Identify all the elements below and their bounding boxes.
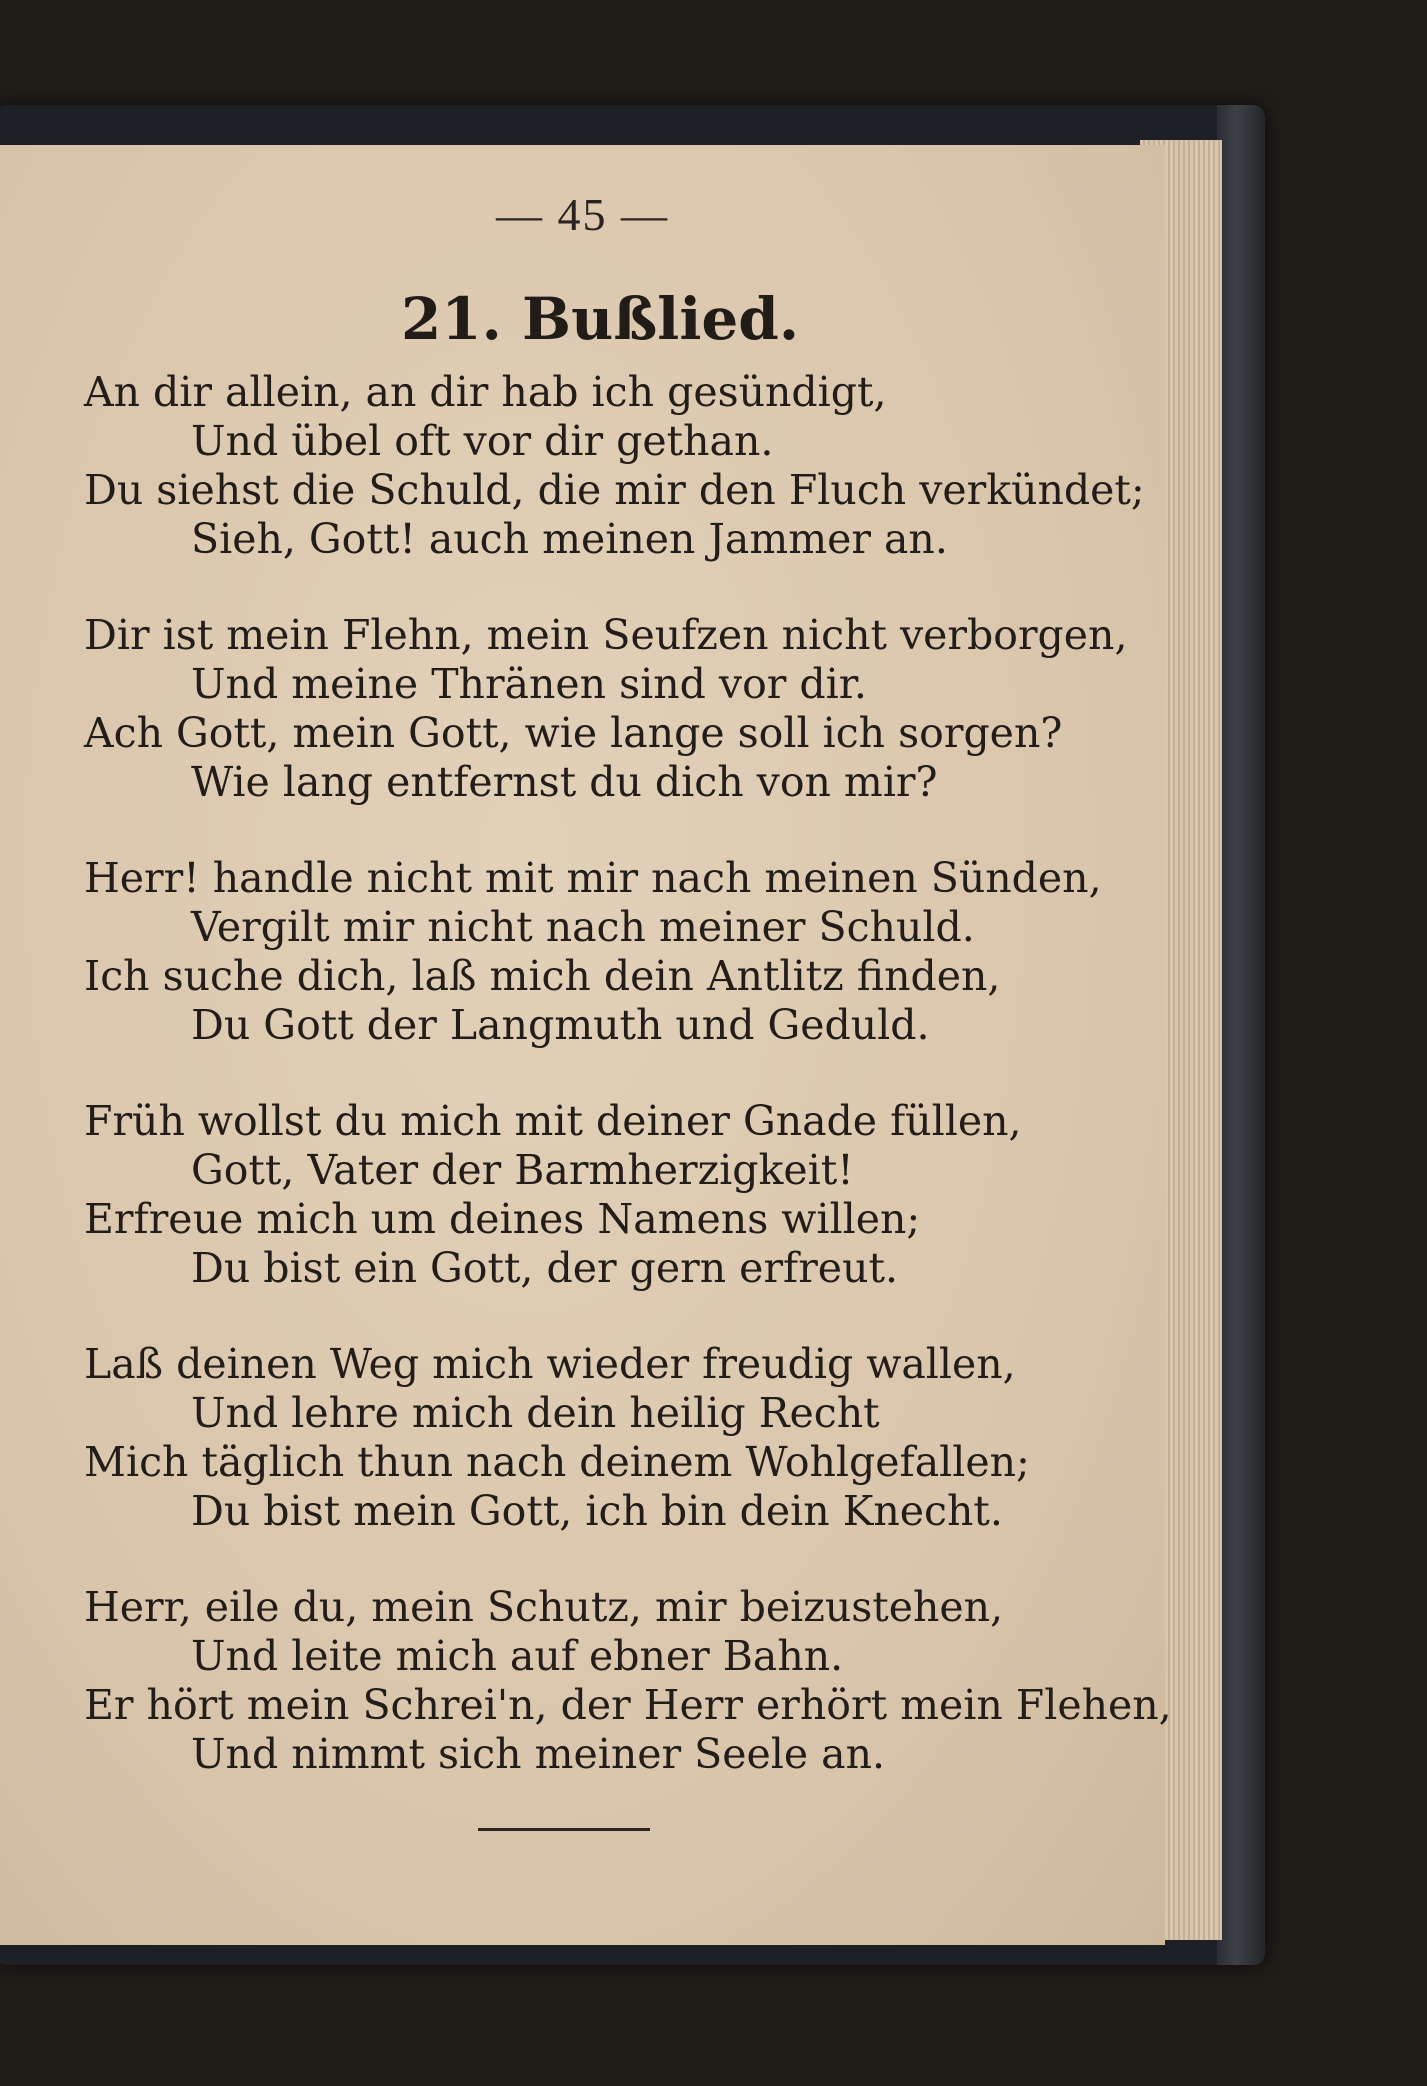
poem-line: Und nimmt sich meiner Seele an.: [191, 1730, 886, 1778]
poem-line: Und lehre mich dein heilig Recht: [191, 1389, 880, 1437]
page-number: — 45 —: [496, 189, 669, 240]
poem-line: Du Gott der Langmuth und Geduld.: [191, 1001, 930, 1049]
poem-line: Vergilt mir nicht nach meiner Schuld.: [191, 903, 975, 951]
end-rule: [478, 1828, 650, 1831]
poem-line: Du bist ein Gott, der gern erfreut.: [191, 1244, 898, 1292]
poem-line: Du bist mein Gott, ich bin dein Knecht.: [191, 1487, 1003, 1535]
stanza-4: [84, 1097, 1144, 1293]
poem-line: Und meine Thränen sind vor dir.: [191, 660, 867, 708]
poem-line: An dir allein, an dir hab ich gesündigt,: [84, 368, 887, 416]
poem-line: Sieh, Gott! auch meinen Jammer an.: [191, 515, 948, 563]
poem-line: Laß deinen Weg mich wieder freudig wallen,: [84, 1340, 1016, 1388]
stanza-2: [84, 611, 1144, 807]
poem-line: Du siehst die Schuld, die mir den Fluch verkündet;: [84, 466, 1145, 514]
poem-line: Herr! handle nicht mit mir nach meinen Sünden,: [84, 854, 1102, 902]
poem-line: Dir ist mein Flehn, mein Seufzen nicht verborgen,: [84, 611, 1128, 659]
poem-line: Herr, eile du, mein Schutz, mir beizustehen,: [84, 1583, 1004, 1631]
poem-line: Früh wollst du mich mit deiner Gnade füllen,: [84, 1097, 1022, 1145]
stanza-6: [84, 1583, 1172, 1779]
poem-body: [84, 368, 1172, 1826]
poem-title: 21. Bußlied.: [400, 285, 800, 353]
book-page: [0, 145, 1172, 1945]
poem-line: Mich täglich thun nach deinem Wohlgefallen;: [84, 1438, 1030, 1486]
cover-edge: [1217, 105, 1265, 1965]
poem-line: Und leite mich auf ebner Bahn.: [191, 1632, 844, 1680]
poem-line: Ich suche dich, laß mich dein Antlitz finden,: [84, 952, 1001, 1000]
stanza-3: [84, 854, 1144, 1050]
poem-line: Er hört mein Schrei'n, der Herr erhört mein Flehen,: [84, 1681, 1172, 1729]
poem-line: Gott, Vater der Barmherzigkeit!: [191, 1146, 854, 1194]
poem-line: Wie lang entfernst du dich von mir?: [191, 758, 938, 806]
poem-line: Erfreue mich um deines Namens willen;: [84, 1195, 921, 1243]
poem-line: Und übel oft vor dir gethan.: [191, 417, 774, 465]
stanza-1: [84, 368, 1144, 564]
poem-line: Ach Gott, mein Gott, wie lange soll ich sorgen?: [84, 709, 1063, 757]
stanza-5: [84, 1340, 1144, 1536]
